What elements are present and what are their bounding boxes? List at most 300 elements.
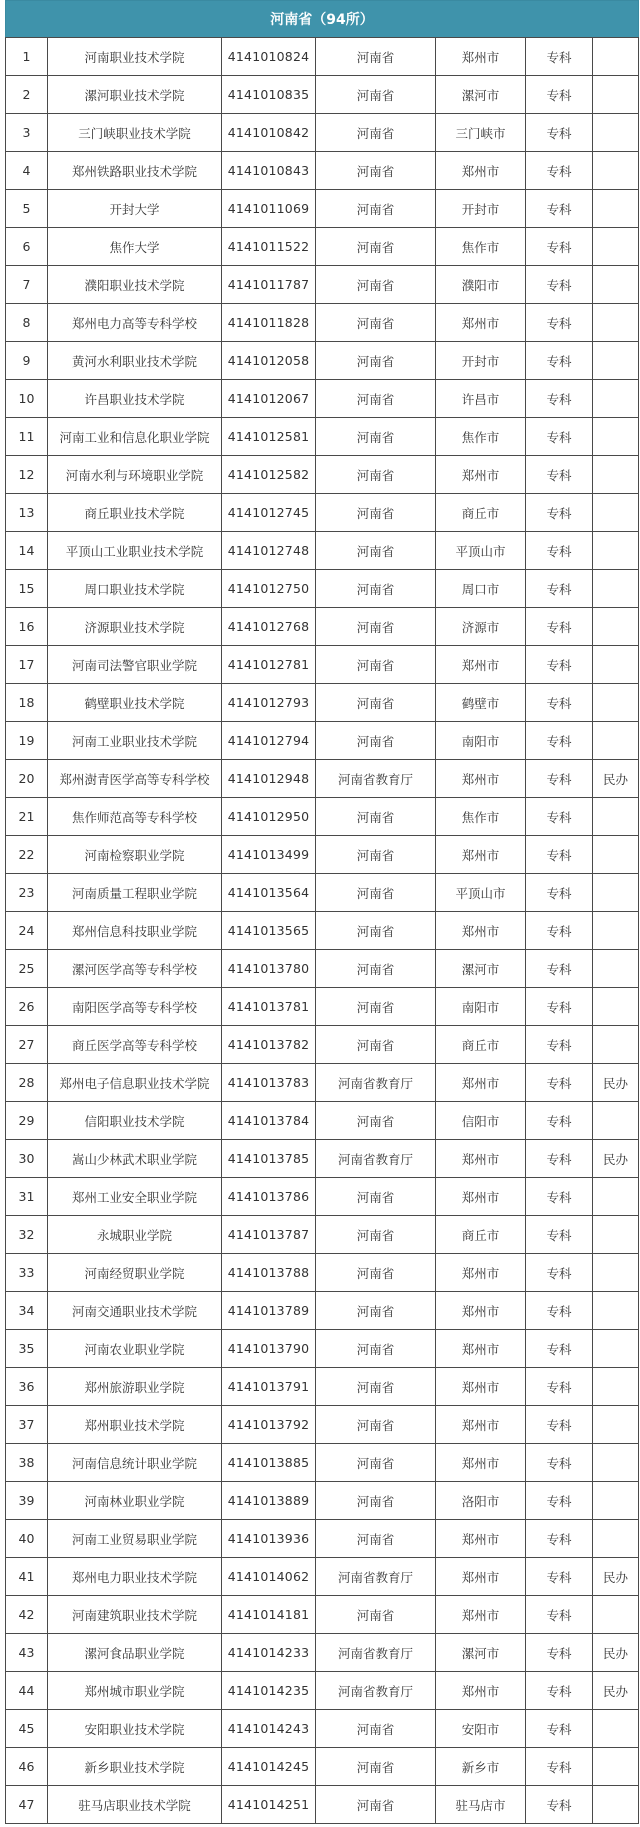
cell-level: 专科 bbox=[526, 1368, 593, 1406]
cell-level: 专科 bbox=[526, 1672, 593, 1710]
cell-department: 河南省 bbox=[316, 1596, 436, 1634]
table-row bbox=[6, 38, 639, 76]
cell-level: 专科 bbox=[526, 342, 593, 380]
cell-city: 郑州市 bbox=[436, 1558, 526, 1596]
cell-school-name: 黄河水利职业技术学院 bbox=[48, 342, 222, 380]
cell-school-code: 4141012950 bbox=[222, 798, 316, 836]
table-row bbox=[6, 760, 639, 798]
cell-school-code: 4141011069 bbox=[222, 190, 316, 228]
cell-note bbox=[593, 1406, 639, 1444]
cell-index: 16 bbox=[6, 608, 48, 646]
cell-index: 43 bbox=[6, 1634, 48, 1672]
cell-note bbox=[593, 1292, 639, 1330]
cell-school-code: 4141013791 bbox=[222, 1368, 316, 1406]
cell-school-code: 4141012058 bbox=[222, 342, 316, 380]
cell-city: 商丘市 bbox=[436, 494, 526, 532]
cell-school-name: 济源职业技术学院 bbox=[48, 608, 222, 646]
cell-note bbox=[593, 950, 639, 988]
cell-level: 专科 bbox=[526, 912, 593, 950]
cell-school-name: 安阳职业技术学院 bbox=[48, 1710, 222, 1748]
cell-city: 漯河市 bbox=[436, 1634, 526, 1672]
table-row bbox=[6, 456, 639, 494]
cell-school-code: 4141014245 bbox=[222, 1748, 316, 1786]
cell-school-name: 郑州电子信息职业技术学院 bbox=[48, 1064, 222, 1102]
cell-note: 民办 bbox=[593, 1064, 639, 1102]
cell-school-code: 4141011828 bbox=[222, 304, 316, 342]
cell-index: 40 bbox=[6, 1520, 48, 1558]
cell-school-name: 郑州电力职业技术学院 bbox=[48, 1558, 222, 1596]
cell-school-name: 河南司法警官职业学院 bbox=[48, 646, 222, 684]
cell-department: 河南省 bbox=[316, 380, 436, 418]
cell-note bbox=[593, 1482, 639, 1520]
cell-index: 19 bbox=[6, 722, 48, 760]
cell-school-name: 周口职业技术学院 bbox=[48, 570, 222, 608]
cell-level: 专科 bbox=[526, 1254, 593, 1292]
table-row bbox=[6, 798, 639, 836]
table-row bbox=[6, 228, 639, 266]
cell-index: 23 bbox=[6, 874, 48, 912]
cell-school-name: 郑州工业安全职业学院 bbox=[48, 1178, 222, 1216]
cell-level: 专科 bbox=[526, 380, 593, 418]
cell-school-code: 4141013781 bbox=[222, 988, 316, 1026]
cell-school-name: 河南经贸职业学院 bbox=[48, 1254, 222, 1292]
cell-school-code: 4141012781 bbox=[222, 646, 316, 684]
table-body bbox=[6, 38, 639, 1824]
cell-city: 漯河市 bbox=[436, 76, 526, 114]
table-row bbox=[6, 190, 639, 228]
cell-school-name: 河南职业技术学院 bbox=[48, 38, 222, 76]
cell-index: 38 bbox=[6, 1444, 48, 1482]
cell-note bbox=[593, 190, 639, 228]
table-row bbox=[6, 532, 639, 570]
cell-school-name: 驻马店职业技术学院 bbox=[48, 1786, 222, 1824]
cell-note bbox=[593, 1444, 639, 1482]
cell-department: 河南省 bbox=[316, 646, 436, 684]
cell-index: 37 bbox=[6, 1406, 48, 1444]
cell-index: 21 bbox=[6, 798, 48, 836]
cell-department: 河南省 bbox=[316, 1444, 436, 1482]
cell-department: 河南省 bbox=[316, 1216, 436, 1254]
cell-department: 河南省 bbox=[316, 1748, 436, 1786]
cell-school-name: 河南农业职业学院 bbox=[48, 1330, 222, 1368]
cell-level: 专科 bbox=[526, 1330, 593, 1368]
cell-index: 3 bbox=[6, 114, 48, 152]
cell-index: 7 bbox=[6, 266, 48, 304]
cell-note bbox=[593, 912, 639, 950]
cell-school-code: 4141012750 bbox=[222, 570, 316, 608]
cell-index: 34 bbox=[6, 1292, 48, 1330]
cell-school-code: 4141013885 bbox=[222, 1444, 316, 1482]
cell-department: 河南省 bbox=[316, 1710, 436, 1748]
cell-department: 河南省 bbox=[316, 950, 436, 988]
cell-department: 河南省 bbox=[316, 228, 436, 266]
cell-city: 安阳市 bbox=[436, 1710, 526, 1748]
cell-department: 河南省 bbox=[316, 912, 436, 950]
cell-school-code: 4141013786 bbox=[222, 1178, 316, 1216]
cell-index: 44 bbox=[6, 1672, 48, 1710]
cell-index: 24 bbox=[6, 912, 48, 950]
cell-school-name: 河南检察职业学院 bbox=[48, 836, 222, 874]
table-row bbox=[6, 380, 639, 418]
cell-department: 河南省 bbox=[316, 874, 436, 912]
cell-school-name: 郑州澍青医学高等专科学校 bbox=[48, 760, 222, 798]
table-row bbox=[6, 912, 639, 950]
table-row bbox=[6, 1254, 639, 1292]
table-row bbox=[6, 114, 639, 152]
cell-level: 专科 bbox=[526, 190, 593, 228]
table-row bbox=[6, 1330, 639, 1368]
cell-index: 2 bbox=[6, 76, 48, 114]
cell-level: 专科 bbox=[526, 608, 593, 646]
cell-level: 专科 bbox=[526, 152, 593, 190]
table-row bbox=[6, 1216, 639, 1254]
table-row bbox=[6, 152, 639, 190]
table-row bbox=[6, 1482, 639, 1520]
cell-index: 14 bbox=[6, 532, 48, 570]
cell-note bbox=[593, 1330, 639, 1368]
cell-index: 47 bbox=[6, 1786, 48, 1824]
cell-school-code: 4141012948 bbox=[222, 760, 316, 798]
cell-school-code: 4141010824 bbox=[222, 38, 316, 76]
cell-department: 河南省 bbox=[316, 152, 436, 190]
cell-department: 河南省 bbox=[316, 988, 436, 1026]
cell-city: 焦作市 bbox=[436, 228, 526, 266]
cell-department: 河南省 bbox=[316, 1368, 436, 1406]
cell-department: 河南省 bbox=[316, 1482, 436, 1520]
cell-level: 专科 bbox=[526, 1140, 593, 1178]
cell-city: 南阳市 bbox=[436, 722, 526, 760]
cell-city: 焦作市 bbox=[436, 798, 526, 836]
cell-city: 郑州市 bbox=[436, 304, 526, 342]
cell-city: 郑州市 bbox=[436, 38, 526, 76]
cell-school-name: 河南林业职业学院 bbox=[48, 1482, 222, 1520]
cell-note bbox=[593, 1178, 639, 1216]
cell-level: 专科 bbox=[526, 1596, 593, 1634]
cell-school-code: 4141014235 bbox=[222, 1672, 316, 1710]
table-row bbox=[6, 1558, 639, 1596]
cell-school-code: 4141010842 bbox=[222, 114, 316, 152]
table-row bbox=[6, 1026, 639, 1064]
cell-department: 河南省 bbox=[316, 266, 436, 304]
cell-index: 46 bbox=[6, 1748, 48, 1786]
cell-level: 专科 bbox=[526, 114, 593, 152]
table-row bbox=[6, 1406, 639, 1444]
cell-index: 15 bbox=[6, 570, 48, 608]
cell-level: 专科 bbox=[526, 456, 593, 494]
cell-level: 专科 bbox=[526, 494, 593, 532]
cell-school-name: 平顶山工业职业技术学院 bbox=[48, 532, 222, 570]
table-row bbox=[6, 1064, 639, 1102]
cell-index: 25 bbox=[6, 950, 48, 988]
cell-school-code: 4141013789 bbox=[222, 1292, 316, 1330]
cell-index: 41 bbox=[6, 1558, 48, 1596]
cell-index: 8 bbox=[6, 304, 48, 342]
cell-note bbox=[593, 874, 639, 912]
cell-note bbox=[593, 418, 639, 456]
cell-level: 专科 bbox=[526, 418, 593, 456]
cell-department: 河南省教育厅 bbox=[316, 1140, 436, 1178]
cell-city: 郑州市 bbox=[436, 1254, 526, 1292]
cell-city: 平顶山市 bbox=[436, 532, 526, 570]
cell-department: 河南省 bbox=[316, 836, 436, 874]
cell-index: 29 bbox=[6, 1102, 48, 1140]
cell-note bbox=[593, 532, 639, 570]
cell-school-name: 商丘医学高等专科学校 bbox=[48, 1026, 222, 1064]
cell-department: 河南省 bbox=[316, 1292, 436, 1330]
table-row bbox=[6, 722, 639, 760]
cell-level: 专科 bbox=[526, 1710, 593, 1748]
cell-index: 31 bbox=[6, 1178, 48, 1216]
cell-department: 河南省 bbox=[316, 798, 436, 836]
cell-index: 27 bbox=[6, 1026, 48, 1064]
cell-school-code: 4141012581 bbox=[222, 418, 316, 456]
cell-city: 郑州市 bbox=[436, 456, 526, 494]
table-row bbox=[6, 1634, 639, 1672]
cell-school-code: 4141012794 bbox=[222, 722, 316, 760]
cell-note bbox=[593, 646, 639, 684]
cell-school-code: 4141012745 bbox=[222, 494, 316, 532]
cell-level: 专科 bbox=[526, 532, 593, 570]
cell-school-code: 4141013787 bbox=[222, 1216, 316, 1254]
cell-school-name: 漯河职业技术学院 bbox=[48, 76, 222, 114]
cell-city: 郑州市 bbox=[436, 1140, 526, 1178]
cell-index: 12 bbox=[6, 456, 48, 494]
cell-note bbox=[593, 152, 639, 190]
table-row bbox=[6, 608, 639, 646]
cell-city: 郑州市 bbox=[436, 1292, 526, 1330]
cell-school-code: 4141013790 bbox=[222, 1330, 316, 1368]
table-row bbox=[6, 570, 639, 608]
cell-index: 5 bbox=[6, 190, 48, 228]
cell-city: 焦作市 bbox=[436, 418, 526, 456]
cell-department: 河南省 bbox=[316, 1026, 436, 1064]
table-row bbox=[6, 1368, 639, 1406]
cell-department: 河南省 bbox=[316, 1330, 436, 1368]
cell-city: 郑州市 bbox=[436, 1672, 526, 1710]
cell-department: 河南省 bbox=[316, 494, 436, 532]
cell-note: 民办 bbox=[593, 760, 639, 798]
table-title-row bbox=[6, 1, 639, 38]
cell-note bbox=[593, 1748, 639, 1786]
cell-level: 专科 bbox=[526, 874, 593, 912]
cell-note bbox=[593, 304, 639, 342]
cell-level: 专科 bbox=[526, 950, 593, 988]
cell-city: 信阳市 bbox=[436, 1102, 526, 1140]
cell-school-code: 4141014181 bbox=[222, 1596, 316, 1634]
cell-level: 专科 bbox=[526, 1786, 593, 1824]
cell-index: 26 bbox=[6, 988, 48, 1026]
cell-level: 专科 bbox=[526, 1216, 593, 1254]
cell-level: 专科 bbox=[526, 304, 593, 342]
cell-school-name: 郑州职业技术学院 bbox=[48, 1406, 222, 1444]
cell-note bbox=[593, 608, 639, 646]
cell-school-code: 4141011522 bbox=[222, 228, 316, 266]
cell-department: 河南省 bbox=[316, 342, 436, 380]
cell-index: 4 bbox=[6, 152, 48, 190]
cell-school-name: 郑州信息科技职业学院 bbox=[48, 912, 222, 950]
cell-school-name: 永城职业学院 bbox=[48, 1216, 222, 1254]
cell-index: 11 bbox=[6, 418, 48, 456]
cell-note bbox=[593, 836, 639, 874]
cell-school-name: 南阳医学高等专科学校 bbox=[48, 988, 222, 1026]
cell-school-code: 4141014062 bbox=[222, 1558, 316, 1596]
cell-city: 郑州市 bbox=[436, 836, 526, 874]
cell-level: 专科 bbox=[526, 798, 593, 836]
cell-note: 民办 bbox=[593, 1672, 639, 1710]
cell-city: 许昌市 bbox=[436, 380, 526, 418]
cell-level: 专科 bbox=[526, 1482, 593, 1520]
cell-school-code: 4141013565 bbox=[222, 912, 316, 950]
cell-department: 河南省 bbox=[316, 1178, 436, 1216]
table-row bbox=[6, 1786, 639, 1824]
cell-department: 河南省 bbox=[316, 418, 436, 456]
cell-school-code: 4141013889 bbox=[222, 1482, 316, 1520]
cell-city: 新乡市 bbox=[436, 1748, 526, 1786]
cell-level: 专科 bbox=[526, 722, 593, 760]
cell-city: 郑州市 bbox=[436, 1520, 526, 1558]
cell-note: 民办 bbox=[593, 1140, 639, 1178]
cell-school-code: 4141012067 bbox=[222, 380, 316, 418]
cell-school-code: 4141013936 bbox=[222, 1520, 316, 1558]
cell-index: 36 bbox=[6, 1368, 48, 1406]
cell-department: 河南省 bbox=[316, 1254, 436, 1292]
cell-school-code: 4141013782 bbox=[222, 1026, 316, 1064]
cell-index: 6 bbox=[6, 228, 48, 266]
cell-city: 郑州市 bbox=[436, 1444, 526, 1482]
cell-level: 专科 bbox=[526, 1520, 593, 1558]
table-row bbox=[6, 418, 639, 456]
cell-school-code: 4141013564 bbox=[222, 874, 316, 912]
cell-level: 专科 bbox=[526, 1292, 593, 1330]
cell-city: 郑州市 bbox=[436, 1064, 526, 1102]
cell-department: 河南省教育厅 bbox=[316, 1634, 436, 1672]
cell-school-name: 郑州电力高等专科学校 bbox=[48, 304, 222, 342]
cell-note bbox=[593, 1102, 639, 1140]
school-list-table-container bbox=[5, 0, 638, 1824]
cell-department: 河南省 bbox=[316, 1406, 436, 1444]
cell-school-name: 郑州旅游职业学院 bbox=[48, 1368, 222, 1406]
cell-note bbox=[593, 1596, 639, 1634]
cell-school-code: 4141012748 bbox=[222, 532, 316, 570]
cell-note bbox=[593, 1254, 639, 1292]
cell-school-name: 商丘职业技术学院 bbox=[48, 494, 222, 532]
table-row bbox=[6, 1710, 639, 1748]
cell-school-code: 4141012582 bbox=[222, 456, 316, 494]
table-row bbox=[6, 1596, 639, 1634]
cell-school-name: 河南建筑职业技术学院 bbox=[48, 1596, 222, 1634]
table-row bbox=[6, 1292, 639, 1330]
cell-index: 35 bbox=[6, 1330, 48, 1368]
cell-city: 洛阳市 bbox=[436, 1482, 526, 1520]
table-row bbox=[6, 684, 639, 722]
cell-index: 9 bbox=[6, 342, 48, 380]
cell-index: 20 bbox=[6, 760, 48, 798]
cell-school-code: 4141014233 bbox=[222, 1634, 316, 1672]
cell-level: 专科 bbox=[526, 1406, 593, 1444]
cell-school-name: 郑州铁路职业技术学院 bbox=[48, 152, 222, 190]
table-row bbox=[6, 1140, 639, 1178]
cell-city: 驻马店市 bbox=[436, 1786, 526, 1824]
cell-note bbox=[593, 342, 639, 380]
cell-level: 专科 bbox=[526, 1026, 593, 1064]
cell-department: 河南省教育厅 bbox=[316, 1672, 436, 1710]
cell-index: 18 bbox=[6, 684, 48, 722]
cell-level: 专科 bbox=[526, 760, 593, 798]
cell-index: 17 bbox=[6, 646, 48, 684]
cell-note bbox=[593, 1520, 639, 1558]
cell-note bbox=[593, 456, 639, 494]
cell-level: 专科 bbox=[526, 228, 593, 266]
cell-school-code: 4141014243 bbox=[222, 1710, 316, 1748]
cell-note bbox=[593, 798, 639, 836]
cell-school-name: 焦作师范高等专科学校 bbox=[48, 798, 222, 836]
cell-school-code: 4141013780 bbox=[222, 950, 316, 988]
cell-school-name: 河南信息统计职业学院 bbox=[48, 1444, 222, 1482]
cell-school-name: 漯河食品职业学院 bbox=[48, 1634, 222, 1672]
cell-city: 鹤壁市 bbox=[436, 684, 526, 722]
cell-index: 45 bbox=[6, 1710, 48, 1748]
cell-department: 河南省 bbox=[316, 1102, 436, 1140]
cell-note bbox=[593, 722, 639, 760]
cell-school-name: 新乡职业技术学院 bbox=[48, 1748, 222, 1786]
cell-index: 30 bbox=[6, 1140, 48, 1178]
cell-department: 河南省 bbox=[316, 684, 436, 722]
cell-school-name: 焦作大学 bbox=[48, 228, 222, 266]
cell-school-name: 河南交通职业技术学院 bbox=[48, 1292, 222, 1330]
cell-department: 河南省教育厅 bbox=[316, 1064, 436, 1102]
cell-school-name: 河南水利与环境职业学院 bbox=[48, 456, 222, 494]
cell-city: 郑州市 bbox=[436, 646, 526, 684]
table-row bbox=[6, 950, 639, 988]
cell-department: 河南省 bbox=[316, 608, 436, 646]
cell-department: 河南省 bbox=[316, 190, 436, 228]
cell-level: 专科 bbox=[526, 1064, 593, 1102]
cell-department: 河南省 bbox=[316, 532, 436, 570]
cell-school-code: 4141013792 bbox=[222, 1406, 316, 1444]
cell-level: 专科 bbox=[526, 1558, 593, 1596]
table-row bbox=[6, 1102, 639, 1140]
cell-index: 10 bbox=[6, 380, 48, 418]
cell-level: 专科 bbox=[526, 570, 593, 608]
cell-city: 郑州市 bbox=[436, 1368, 526, 1406]
cell-school-name: 郑州城市职业学院 bbox=[48, 1672, 222, 1710]
cell-school-code: 4141013785 bbox=[222, 1140, 316, 1178]
cell-school-name: 河南质量工程职业学院 bbox=[48, 874, 222, 912]
cell-level: 专科 bbox=[526, 1444, 593, 1482]
cell-city: 平顶山市 bbox=[436, 874, 526, 912]
cell-city: 濮阳市 bbox=[436, 266, 526, 304]
cell-school-code: 4141010843 bbox=[222, 152, 316, 190]
cell-level: 专科 bbox=[526, 988, 593, 1026]
cell-department: 河南省 bbox=[316, 38, 436, 76]
table-row bbox=[6, 266, 639, 304]
cell-school-code: 4141012793 bbox=[222, 684, 316, 722]
cell-level: 专科 bbox=[526, 76, 593, 114]
cell-city: 商丘市 bbox=[436, 1216, 526, 1254]
cell-note bbox=[593, 76, 639, 114]
cell-index: 28 bbox=[6, 1064, 48, 1102]
cell-note bbox=[593, 1786, 639, 1824]
table-row bbox=[6, 988, 639, 1026]
cell-department: 河南省 bbox=[316, 76, 436, 114]
table-row bbox=[6, 494, 639, 532]
cell-city: 开封市 bbox=[436, 190, 526, 228]
cell-city: 郑州市 bbox=[436, 1330, 526, 1368]
cell-school-name: 河南工业和信息化职业学院 bbox=[48, 418, 222, 456]
cell-level: 专科 bbox=[526, 38, 593, 76]
cell-department: 河南省 bbox=[316, 722, 436, 760]
table-row bbox=[6, 874, 639, 912]
